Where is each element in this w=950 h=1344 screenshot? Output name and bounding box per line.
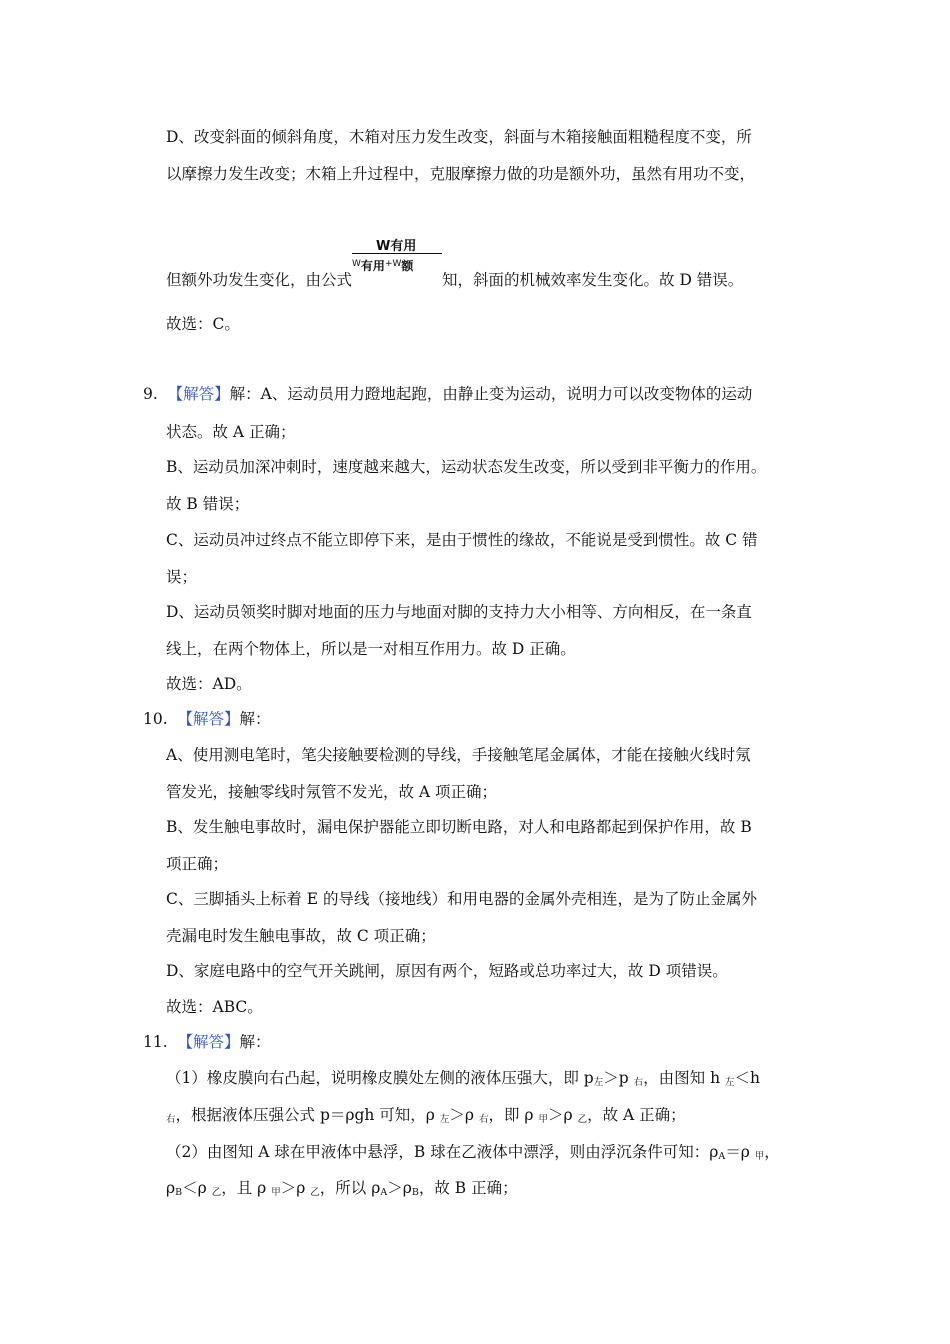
q9-c-line2: 误； (166, 568, 198, 586)
q10-c-line2: 壳漏电时发生触电事故，故 C 项正确； (166, 927, 436, 945)
q8-option-d-line2: 以摩擦力发生改变；木箱上升过程中，克服摩擦力做的功是额外功，虽然有用功不变， (166, 165, 756, 183)
q8-option-d-line3: 但额外功发生变化，由公式 $\frac{\text{W有用}}{^W有用^{+W}额}$ 知，斜面的机械效率发生变化。故 D 错误。 (166, 239, 744, 289)
q9-b-line1: B、运动员加深冲刺时，速度越来越大，运动状态发生改变，所以受到非平衡力的作用。 (166, 458, 767, 476)
q9-c-line1: C、运动员冲过终点不能立即停下来，是由于惯性的缘故，不能说是受到惯性。故 C 错 (166, 531, 758, 549)
q10-b-line1: B、发生触电事故时，漏电保护器能立即切断电路，对人和电路都起到保护作用，故 B (166, 818, 752, 836)
answer-tag: 【解答】 (177, 1033, 240, 1051)
q9-line1: 9. 【解答】解：A、运动员用力蹬地起跑，由静止变为运动，说明力可以改变物体的运动 (143, 385, 753, 403)
q9-answer: 故选：AD。 (166, 675, 252, 693)
q10-b-line2: 项正确； (166, 855, 229, 873)
q11-p1-line1: （1）橡皮膜向右凸起，说明橡皮膜处左侧的液体压强大，即 $p_左>p$ $_右$，由图知 h $_左$＜h (166, 1069, 761, 1088)
answer-tag: 【解答】 (177, 710, 240, 728)
q9-d-line2: 线上，在两个物体上，所以是一对相互作用力。故 D 正确。 (166, 640, 576, 658)
q11-p2-line1: （2）由图知 A 球在甲液体中悬浮，B 球在乙液体中漂浮，则由浮沉条件可知：$\rho_A=\rho$ $_甲$， (166, 1143, 780, 1162)
q10-d-line1: D、家庭电路中的空气开关跳闸，原因有两个，短路或总功率过大，故 D 项错误。 (166, 962, 728, 980)
q10-a-line1: A、使用测电笔时，笔尖接触要检测的导线，手接触笔尾金属体，才能在接触火线时氖 (166, 746, 751, 764)
q9-a-line2: 状态。故 A 正确； (166, 423, 296, 441)
q9-d-line1: D、运动员领奖时脚对地面的压力与地面对脚的支持力大小相等、方向相反，在一条直 (166, 603, 752, 621)
q11-header: 11. 【解答】解： (143, 1033, 271, 1051)
q10-answer: 故选：ABC。 (166, 998, 263, 1016)
q10-header: 10. 【解答】解： (143, 710, 271, 728)
q10-c-line1: C、三脚插头上标着 E 的导线（接地线）和用电器的金属外壳相连，是为了防止金属外 (166, 890, 758, 908)
q10-a-line2: 管发光，接触零线时氖管不发光，故 A 项正确； (166, 783, 498, 801)
efficiency-formula: $\frac{\text{W有用}}{^W有用^{+W}额}$ (352, 265, 442, 285)
q11-p2-line2: $\rho_B<\rho$ $_乙$，且 ρ $_甲$＞ρ $_乙$，所以 $\rho_A>\rho_B$，故 B 正确； (166, 1179, 518, 1198)
q8-answer: 故选：C。 (166, 315, 240, 333)
answer-tag: 【解答】 (167, 385, 230, 403)
q8-option-d-line1: D、改变斜面的倾斜角度，木箱对压力发生改变，斜面与木箱接触面粗糙程度不变，所 (166, 128, 752, 146)
fraction-bar (352, 253, 442, 254)
q11-p1-line2: $_右$，根据液体压强公式 p＝ρgh 可知，ρ $_左$＞ρ $_右$，即 ρ $_甲$＞ρ $_乙$，故 A 正确； (166, 1106, 686, 1125)
q9-b-line2: 故 B 错误； (166, 495, 250, 513)
